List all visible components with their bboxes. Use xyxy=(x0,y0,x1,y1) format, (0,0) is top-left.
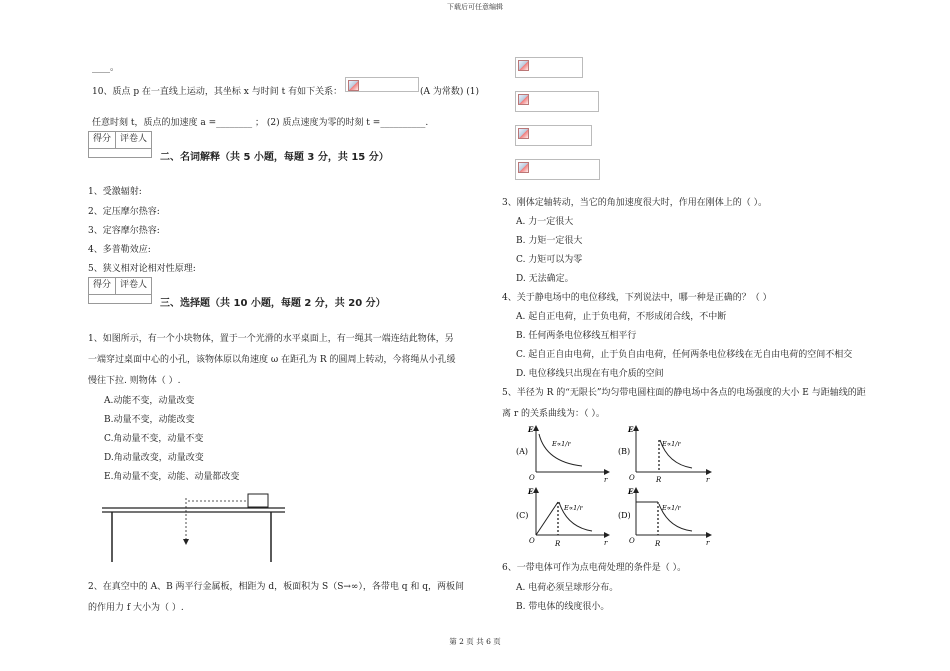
option-image-placeholder-1 xyxy=(515,57,583,78)
broken-image-icon xyxy=(518,94,529,105)
curve-label: E∝1/r xyxy=(662,504,681,512)
grader-label: 评卷人 xyxy=(120,280,148,290)
q6-stem: 6、一带电体可作为点电荷处理的条件是（ ）。 xyxy=(502,563,687,573)
q10-line1-a: 10、质点 p 在一直线上运动，其坐标 x 与时间 t 有如下关系： xyxy=(92,87,343,97)
score-label: 得分 xyxy=(89,132,116,148)
axis-e-label: E xyxy=(528,487,534,496)
section3-title: 三、选择题（共 10 小题，每题 2 分，共 20 分） xyxy=(160,298,386,309)
q6-option-a: A. 电荷必须呈球形分布。 xyxy=(516,583,619,593)
q4-option-a: A. 起自正电荷，止于负电荷，不形成闭合线，不中断 xyxy=(516,312,727,322)
q6-option-b: B. 带电体的线度很小。 xyxy=(516,602,610,612)
q1-option-a: A.动能不变，动量改变 xyxy=(104,396,195,406)
q2-line1: 2、在真空中的 A、B 两平行金属板，相距为 d，板面积为 S（S→∞），各带电 q 和 q，两板间 xyxy=(88,582,465,592)
term-2: 2、定压摩尔热容: xyxy=(88,207,160,217)
option-image-placeholder-3 xyxy=(515,125,592,146)
origin-label: O xyxy=(529,537,535,545)
option-image-placeholder-2 xyxy=(515,91,599,112)
axis-r-label: r xyxy=(604,539,608,547)
q10-line1-b: (A 为常数) (1) xyxy=(420,87,479,97)
q1-option-e: E.角动量不变，动能、动量都改变 xyxy=(104,472,240,482)
origin-label: O xyxy=(629,474,635,482)
q4-option-b: B. 任何两条电位移线互相平行 xyxy=(516,331,637,341)
page-header: 下载后可任意编辑 xyxy=(447,3,503,11)
score-box-section2 xyxy=(88,131,152,149)
option-image-placeholder-4 xyxy=(515,159,600,180)
q5-line1: 5、半径为 R 的“无限长”均匀带电圆柱面的静电场中各点的电场强度的大小 E 与距轴线的距 xyxy=(502,388,866,398)
graph-a xyxy=(516,425,608,484)
e-r-graphs xyxy=(512,422,717,552)
term-5: 5、狭义相对论相对性原理: xyxy=(88,264,196,274)
graph-d-label: (D) xyxy=(618,511,631,520)
score-box-section3 xyxy=(88,277,152,295)
term-4: 4、多普勒效应: xyxy=(88,245,151,255)
graph-c xyxy=(516,487,608,548)
graph-c-label: (C) xyxy=(516,511,529,520)
term-3: 3、定容摩尔热容: xyxy=(88,226,160,236)
broken-image-icon xyxy=(348,80,359,91)
origin-label: O xyxy=(529,474,535,482)
curve-label: E∝1/r xyxy=(552,440,571,448)
q1-option-d: D.角动量改变，动量改变 xyxy=(104,453,204,463)
q3-option-d: D. 无法确定。 xyxy=(516,274,574,284)
broken-image-icon xyxy=(518,128,529,139)
graph-a-label: (A) xyxy=(516,447,529,456)
q3-option-c: C. 力矩可以为零 xyxy=(516,255,583,265)
axis-r-label: r xyxy=(706,476,710,484)
q1-line1: 1、如图所示，有一个小块物体，置于一个光滑的水平桌面上，有一绳其一端连结此物体，另 xyxy=(88,334,454,344)
broken-image-icon xyxy=(518,162,529,173)
graph-b-label: (B) xyxy=(618,447,631,456)
block-object xyxy=(248,494,268,507)
axis-r-label: r xyxy=(604,476,608,484)
q1-option-c: C.角动量不变，动量不变 xyxy=(104,434,204,444)
q4-option-d: D. 电位移线只出现在有电介质的空间 xyxy=(516,369,664,379)
grader-label: 评卷人 xyxy=(120,134,148,144)
q4-stem: 4、关于静电场中的电位移线，下列说法中，哪一种是正确的？（ ） xyxy=(502,293,772,303)
graph-b xyxy=(618,425,710,484)
axis-r-label: r xyxy=(706,539,710,547)
r-mark-label: R xyxy=(655,540,661,548)
q10-line2: 任意时刻 t，质点的加速度 a =________ ； (2) 质点速度为零的时刻 t =__________. xyxy=(92,118,429,128)
previous-question-tail: ____。 xyxy=(92,63,120,73)
term-1: 1、受激辐射: xyxy=(88,187,142,197)
graph-d xyxy=(618,487,710,548)
r-mark-label: R xyxy=(656,476,662,484)
q3-option-b: B. 力矩一定很大 xyxy=(516,236,583,246)
section2-title: 二、名词解释（共 5 小题，每题 3 分，共 15 分） xyxy=(160,152,389,163)
r-mark-label: R xyxy=(555,540,561,548)
broken-image-icon xyxy=(518,60,529,71)
q3-stem: 3、刚体定轴转动，当它的角加速度很大时，作用在刚体上的（ ）。 xyxy=(502,198,768,208)
score-label: 得分 xyxy=(89,278,116,294)
q1-option-b: B.动量不变，动能改变 xyxy=(104,415,195,425)
q1-line2: 一端穿过桌面中心的小孔，该物体原以角速度 ω 在距孔为 R 的圆周上转动，今将绳从小孔缓 xyxy=(88,355,456,365)
axis-e-label: E xyxy=(628,425,634,434)
origin-label: O xyxy=(629,537,635,545)
q2-line2: 的作用力 f 大小为（ ）. xyxy=(88,603,184,613)
q3-option-a: A. 力一定很大 xyxy=(516,217,574,227)
down-arrow-icon xyxy=(183,539,189,545)
axis-e-label: E xyxy=(628,487,634,496)
curve-label: E∝1/r xyxy=(662,440,681,448)
axis-e-label: E xyxy=(528,425,534,434)
formula-image-placeholder xyxy=(345,77,419,92)
q4-option-c: C. 起自正自由电荷，止于负自由电荷，任何两条电位移线在无自由电荷的空间不相交 xyxy=(516,350,853,360)
page-footer: 第 2 页 共 6 页 xyxy=(449,637,501,646)
curve-label: E∝1/r xyxy=(564,504,583,512)
q5-line2: 离 r 的关系曲线为：（ ）。 xyxy=(502,409,605,419)
q1-line3: 慢往下拉. 则物体（ ）. xyxy=(88,376,181,386)
table-figure xyxy=(96,488,291,568)
